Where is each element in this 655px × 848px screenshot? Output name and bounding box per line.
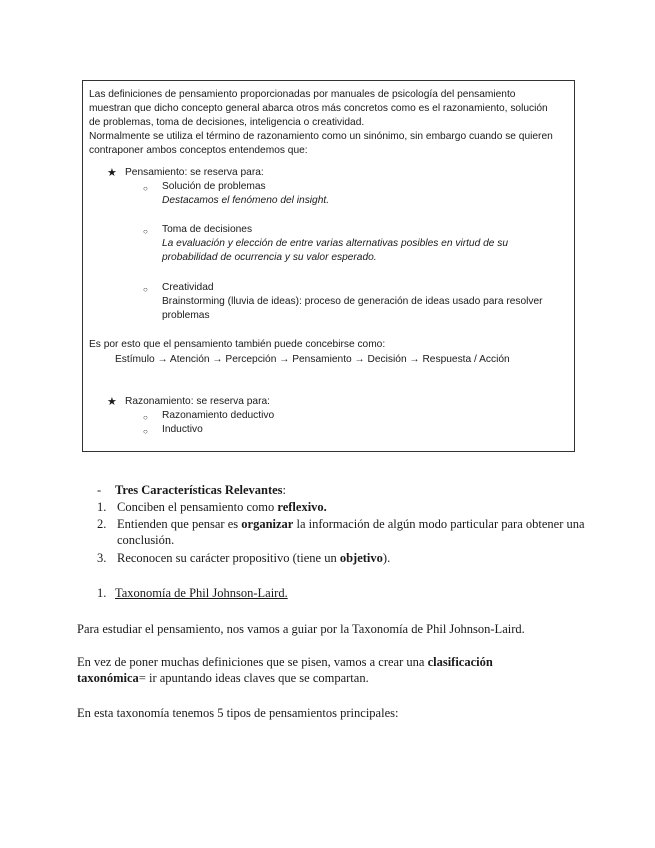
circle-bullet-icon: ○ [143,427,148,436]
paragraph-3: En esta taxonomía tenemos 5 tipos de pensamientos principales: [77,706,399,720]
intro2-text: Normalmente se utiliza el término de razonamiento como un sinónimo, sin embargo cuando se quieren contraponer ambos conceptos entendemos que: [89,131,553,156]
list-num-1: 1. [97,500,107,514]
list-item-3-bold: objetivo [339,551,383,565]
tres-colon: : [282,483,287,497]
list-item-3-post: ). [382,551,391,565]
inductivo: Inductivo [162,424,203,435]
solucion-title: Solución de problemas [162,181,266,192]
tres-heading [115,482,286,498]
list-item-3-text: Reconocen su carácter propositivo (tiene un [117,551,340,565]
list-num-3: 3. [97,551,107,565]
pensamiento-heading: Pensamiento: se reserva para: [125,167,264,178]
dash-bullet: - [97,483,102,497]
flow-sequence: Estímulo → Atención → Percepción → Pensamiento → Decisión → Respuesta / Acción [115,354,510,365]
list-item-2-text: Entienden que pensar es [117,517,242,531]
creatividad-title: Creatividad [162,282,214,293]
solucion-desc: Destacamos el fenómeno del insight. [162,195,330,206]
tres-title: Tres Características Relevantes [115,483,283,497]
list-item-1-bold: reflexivo. [277,500,327,514]
concebir-text: Es por esto que el pensamiento también puede concebirse como: [89,339,386,350]
paragraph-2-text: En vez de poner muchas definiciones que se pisen, vamos a crear una [77,655,428,669]
list-item-2 [117,516,587,548]
razonamiento-deductivo: Razonamiento deductivo [162,410,275,421]
taxonomy-num: 1. [97,586,107,600]
list-num-2: 2. [97,517,107,531]
paragraph-1: Para estudiar el pensamiento, nos vamos a guiar por la Taxonomía de Phil Johnson-Laird. [77,622,525,636]
circle-bullet-icon: ○ [143,413,148,422]
circle-bullet-icon: ○ [143,227,148,236]
paragraph-2 [77,654,547,686]
creatividad-desc: Brainstorming (lluvia de ideas): proceso de generación de ideas usado para resolver problemas [162,296,543,321]
circle-bullet-icon: ○ [143,184,148,193]
toma-desc: La evaluación y elección de entre varias alternativas posibles en virtud de su probabilidad de ocurrencia y su valor esperado. [162,238,509,263]
circle-bullet-icon: ○ [143,285,148,294]
list-item-1-text: Conciben el pensamiento como [117,500,278,514]
list-item-2-bold: organizar [241,517,294,531]
paragraph-2-post: = ir apuntando ideas claves que se compartan. [138,671,369,685]
quoted-image-box [82,80,575,452]
list-item-1 [117,499,327,515]
list-item-3 [117,550,390,566]
toma-title: Toma de decisiones [162,224,253,235]
star-bullet-icon: ★ [107,167,117,179]
taxonomy-heading: Taxonomía de Phil Johnson-Laird. [115,586,288,600]
list-item-2-post: la información de algún modo particular para obtener una conclusión. [117,517,585,547]
paragraph-2-bold: clasificación taxonómica [77,655,493,685]
razonamiento-heading: Razonamiento: se reserva para: [125,396,270,407]
star-bullet-icon: ★ [107,396,117,408]
intro-text: Las definiciones de pensamiento proporcionadas por manuales de psicología del pensamiento muestran que dicho concepto general abarca otros más concretos como es el razonamiento, solución de problemas, toma de decisiones, inteligencia o creatividad. [89,89,548,128]
